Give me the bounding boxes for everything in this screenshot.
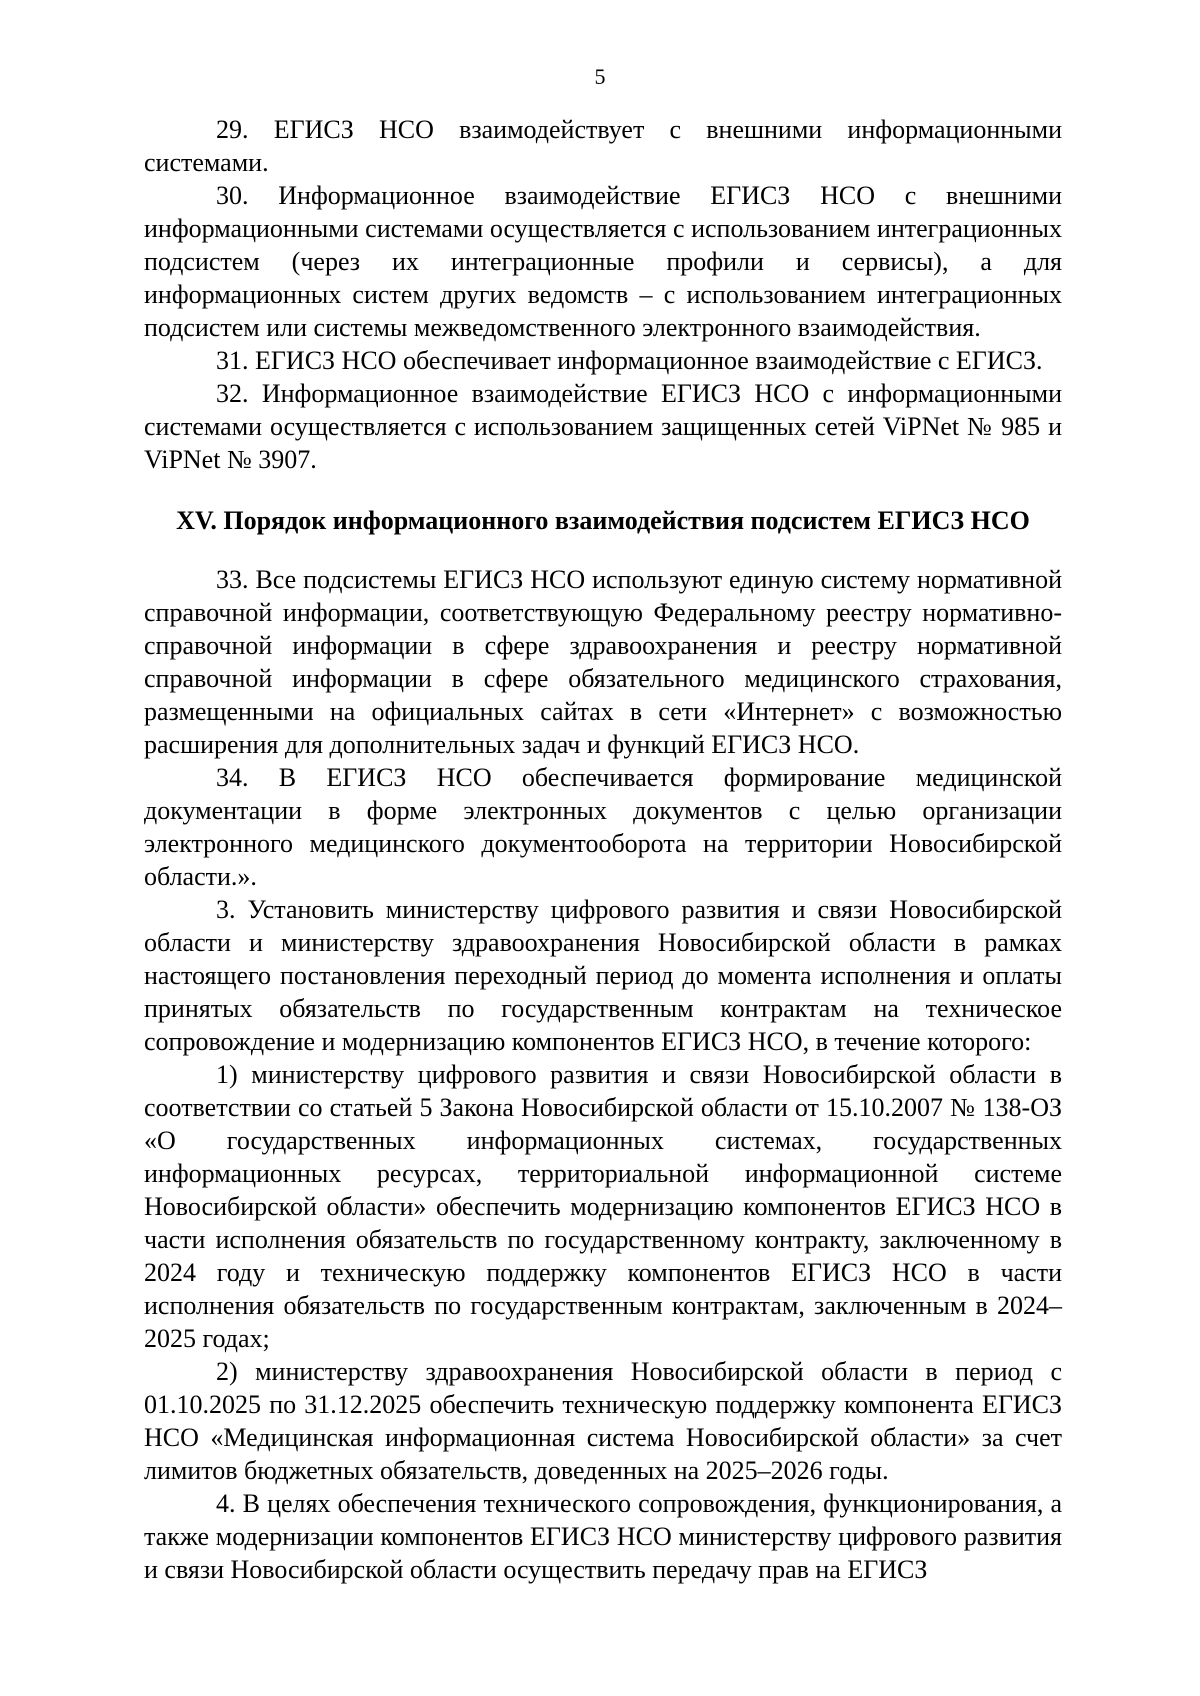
paragraph-32: 32. Информационное взаимодействие ЕГИСЗ НСО с информационными системами осуществляется с использованием защищенных сетей ViPNet № 985 и ViPNet № 3907. <box>144 379 1062 474</box>
paragraph-31: 31. ЕГИСЗ НСО обеспечивает информационное взаимодействие с ЕГИСЗ. <box>216 346 1043 375</box>
paragraph-33: 33. Все подсистемы ЕГИСЗ НСО используют единую систему нормативной справочной информации, соответствующую Федеральному реестру нормативно-справочной информации в сфере здравоохранения и реестру нормативной справочной информации в сфере обязательного медицинского страхования, размещенными на официальных сайтах в сети «Интернет» с возможностью расширения для дополнительных задач и функций ЕГИСЗ НСО. <box>144 565 1062 759</box>
paragraph-clause-4: 4. В целях обеспечения технического сопровождения, функционирования, а также модернизации компонентов ЕГИСЗ НСО министерству цифрового развития и связи Новосибирской области осуществить передачу прав на ЕГИСЗ <box>144 1489 1062 1584</box>
paragraph-29: 29. ЕГИСЗ НСО взаимодействует с внешними информационными системами. <box>144 115 1062 177</box>
document-body <box>144 113 1062 1586</box>
paragraph-clause-3: 3. Установить министерству цифрового развития и связи Новосибирской области и министерству здравоохранения Новосибирской области в рамках настоящего постановления переходный период до момента исполнения и оплаты принятых обязательств по государственным контрактам на техническое сопровождение и модернизацию компонентов ЕГИСЗ НСО, в течение которого: <box>144 895 1062 1056</box>
paragraph-clause-3-item-2: 2) министерству здравоохранения Новосибирской области в период с 01.10.2025 по 31.12.2025 обеспечить техническую поддержку компонента ЕГИСЗ НСО «Медицинская информационная система Новосибирской области» за счет лимитов бюджетных обязательств, доведенных на 2025–2026 годы. <box>144 1357 1062 1485</box>
paragraph-34: 34. В ЕГИСЗ НСО обеспечивается формирование медицинской документации в форме электронных документов с целью организации электронного медицинского документооборота на территории Новосибирской области.». <box>144 763 1062 891</box>
page-number: 5 <box>594 64 606 89</box>
paragraph-30: 30. Информационное взаимодействие ЕГИСЗ НСО с внешними информационными системами осуществляется с использованием интеграционных подсистем (через их интеграционные профили и сервисы), а для информационных систем других ведомств – с использованием интеграционных подсистем или системы межведомственного электронного взаимодействия. <box>144 181 1062 342</box>
paragraph-clause-3-item-1: 1) министерству цифрового развития и связи Новосибирской области в соответствии со статьей 5 Закона Новосибирской области от 15.10.2007 № 138-ОЗ «О государственных информационных системах, государственных информационных ресурсах, территориальной информационной системе Новосибирской области» обеспечить модернизацию компонентов ЕГИСЗ НСО в части исполнения обязательств по государственному контракту, заключенному в 2024 году и техническую поддержку компонентов ЕГИСЗ НСО в части исполнения обязательств по государственным контрактам, заключенным в 2024–2025 годах; <box>144 1060 1062 1353</box>
section-heading: XV. Порядок информационного взаимодействия подсистем ЕГИСЗ НСО <box>176 506 1030 535</box>
